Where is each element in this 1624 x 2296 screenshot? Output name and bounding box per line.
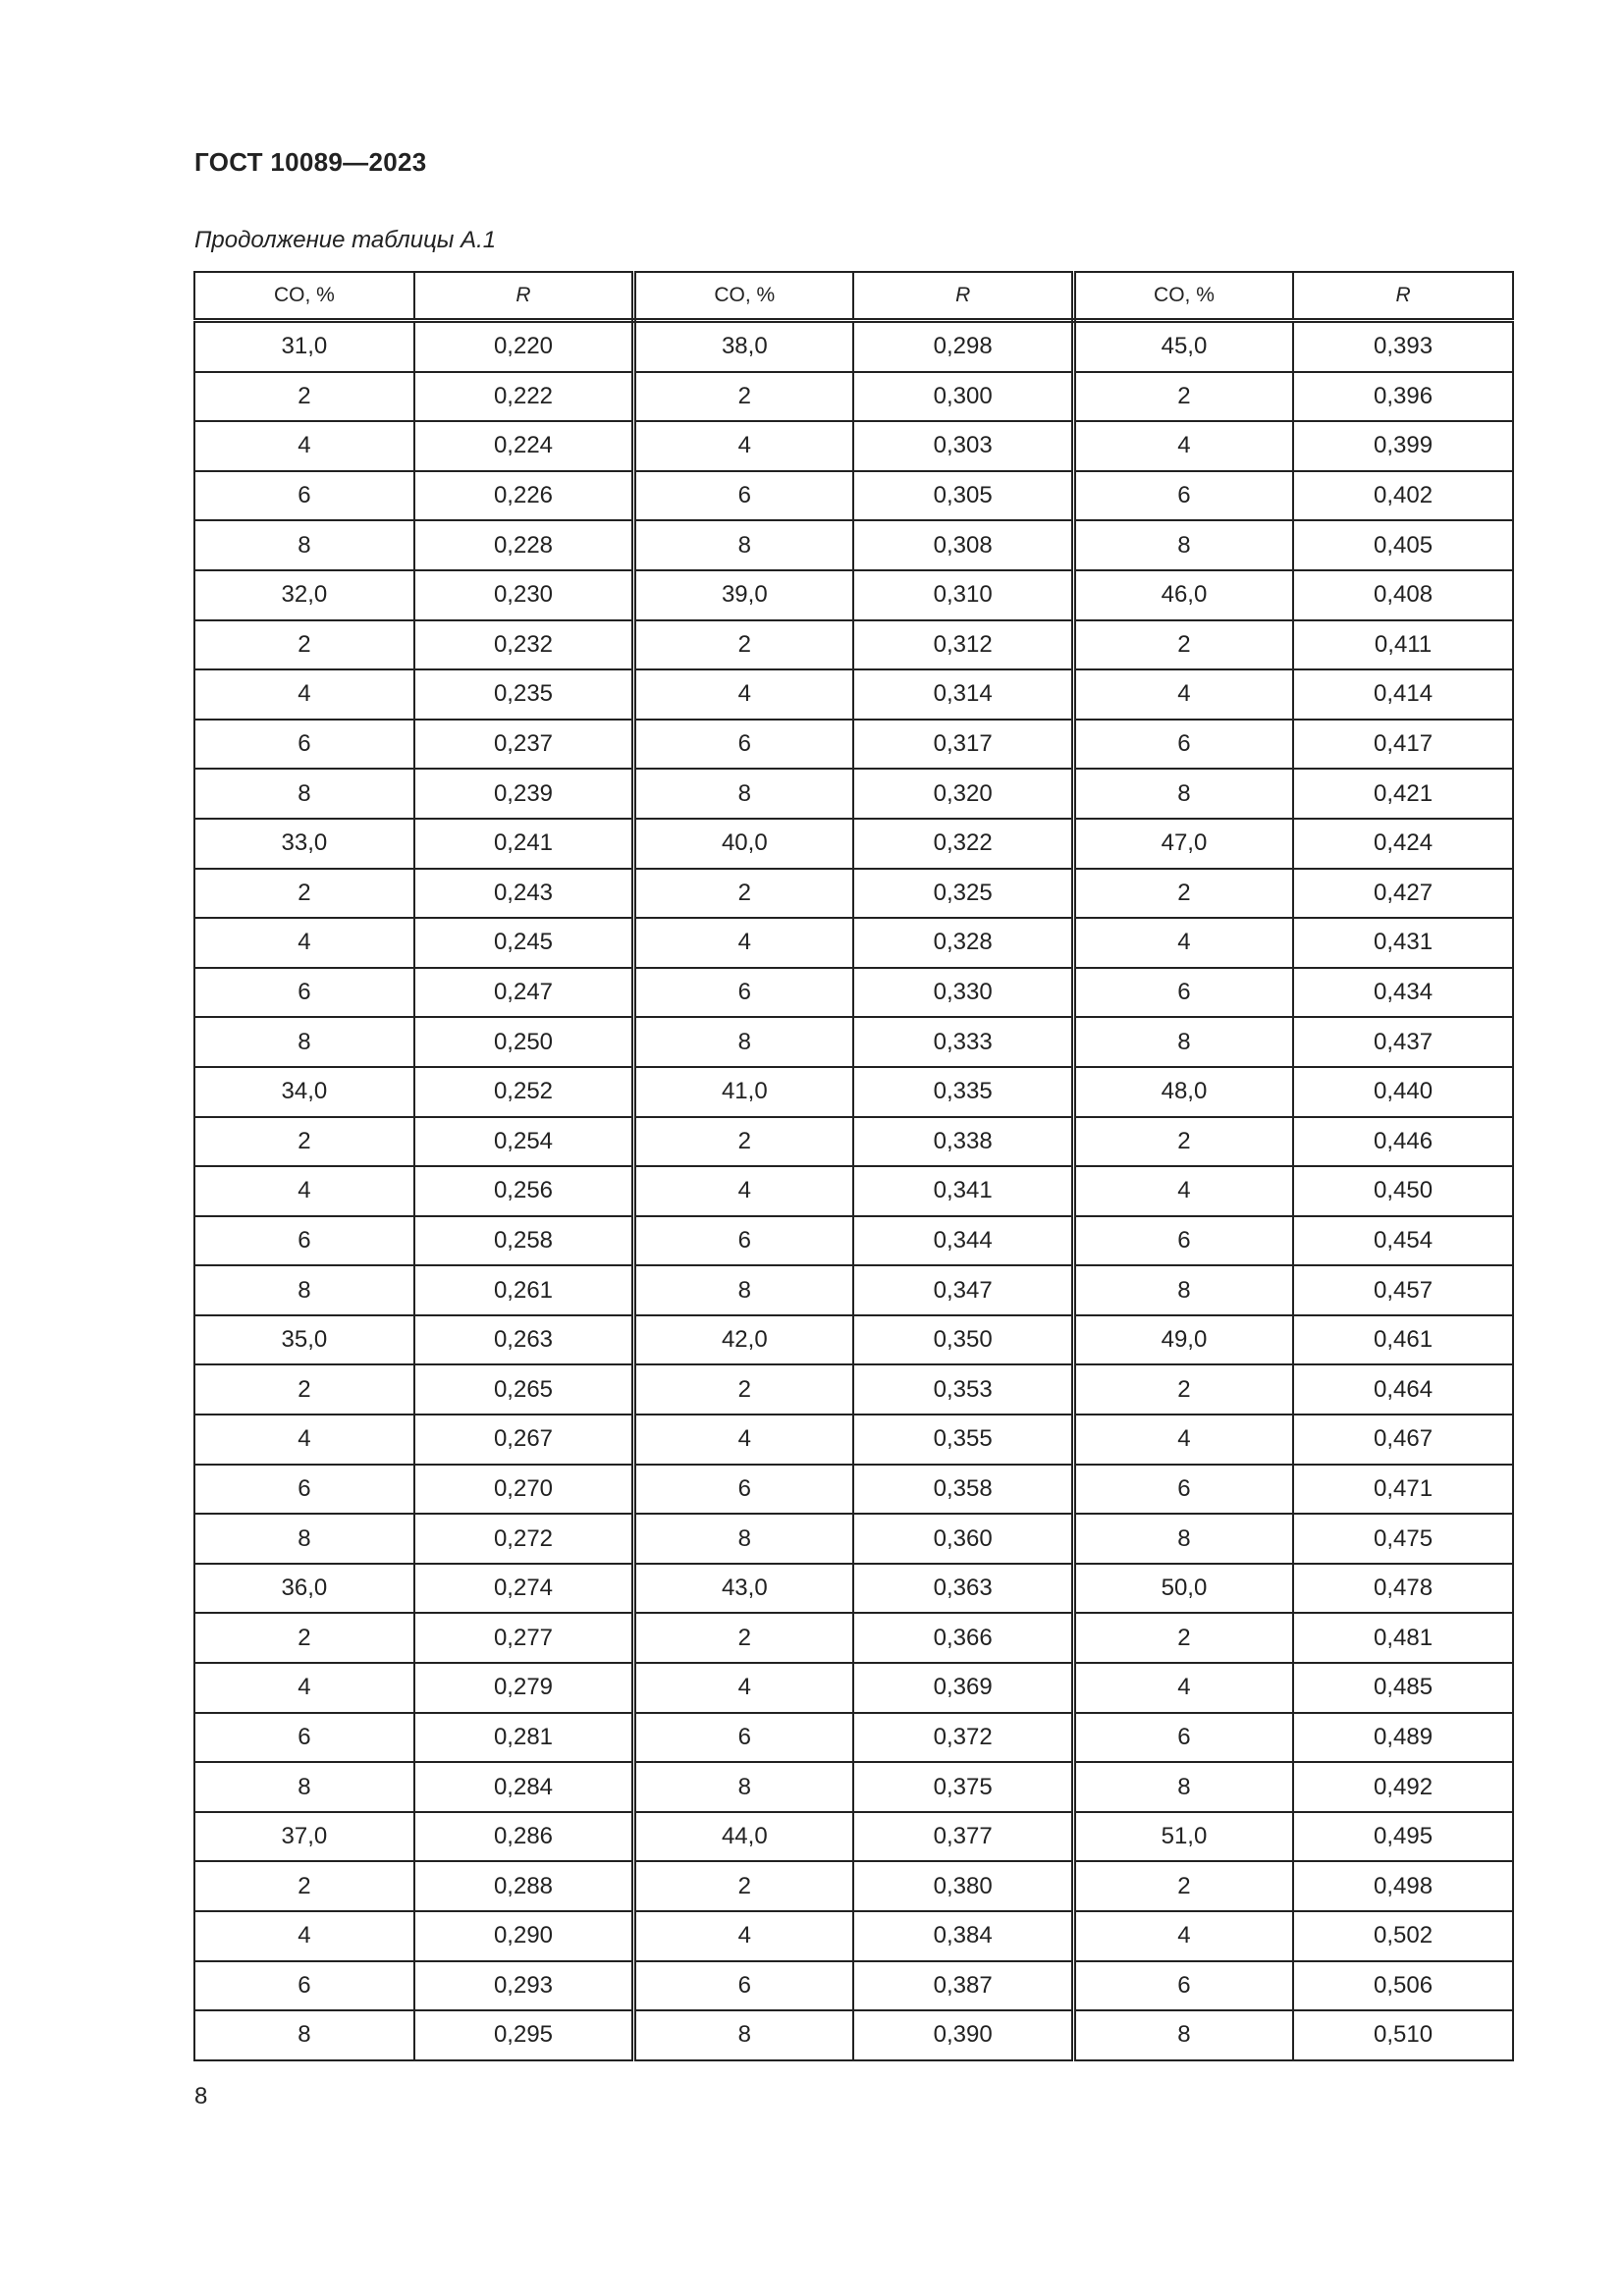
co-percent-cell: 4 [634,1166,854,1216]
co-percent-cell: 6 [634,1465,854,1515]
r-value-cell: 0,454 [1293,1216,1513,1266]
r-value-cell: 0,431 [1293,918,1513,968]
co-percent-cell: 2 [194,1364,414,1415]
co-percent-cell: 44,0 [634,1812,854,1862]
table-row [194,1861,1513,1911]
co-percent-cell: 8 [194,2010,414,2060]
r-value-cell: 0,384 [853,1911,1073,1961]
co-percent-cell: 36,0 [194,1564,414,1614]
co-percent-cell: 41,0 [634,1067,854,1117]
table-row [194,1415,1513,1465]
co-percent-cell: 8 [1073,2010,1293,2060]
co-percent-cell: 2 [634,869,854,919]
co-percent-cell: 8 [634,1265,854,1315]
r-value-cell: 0,399 [1293,421,1513,471]
r-value-cell: 0,328 [853,918,1073,968]
table-row [194,720,1513,770]
r-value-cell: 0,434 [1293,968,1513,1018]
r-value-cell: 0,350 [853,1315,1073,1365]
co-percent-cell: 6 [194,1216,414,1266]
co-percent-cell: 2 [634,1613,854,1663]
co-percent-cell: 42,0 [634,1315,854,1365]
r-value-cell: 0,228 [414,520,634,570]
co-percent-cell: 8 [634,520,854,570]
co-percent-cell: 4 [1073,1663,1293,1713]
r-value-cell: 0,478 [1293,1564,1513,1614]
r-value-cell: 0,424 [1293,819,1513,869]
co-percent-cell: 4 [1073,1166,1293,1216]
r-value-cell: 0,230 [414,570,634,620]
table-row [194,1663,1513,1713]
co-percent-cell: 2 [1073,372,1293,422]
co-percent-cell: 8 [1073,1265,1293,1315]
r-value-cell: 0,489 [1293,1713,1513,1763]
co-percent-cell: 2 [194,620,414,670]
r-value-cell: 0,272 [414,1514,634,1564]
r-value-cell: 0,295 [414,2010,634,2060]
r-value-cell: 0,467 [1293,1415,1513,1465]
table-row [194,918,1513,968]
co-percent-cell: 2 [194,372,414,422]
co-percent-cell: 8 [194,769,414,819]
r-value-cell: 0,375 [853,1762,1073,1812]
r-value-cell: 0,308 [853,520,1073,570]
co-percent-cell: 2 [1073,1364,1293,1415]
r-value-cell: 0,380 [853,1861,1073,1911]
table-row [194,421,1513,471]
r-value-cell: 0,333 [853,1017,1073,1067]
co-percent-cell: 32,0 [194,570,414,620]
r-value-cell: 0,300 [853,372,1073,422]
table-row [194,769,1513,819]
r-value-cell: 0,293 [414,1961,634,2011]
co-percent-cell: 6 [634,471,854,521]
co-percent-cell: 6 [1073,968,1293,1018]
r-value-cell: 0,239 [414,769,634,819]
table-row [194,570,1513,620]
r-value-cell: 0,402 [1293,471,1513,521]
co-percent-cell: 43,0 [634,1564,854,1614]
r-value-cell: 0,387 [853,1961,1073,2011]
r-value-cell: 0,232 [414,620,634,670]
r-value-cell: 0,344 [853,1216,1073,1266]
co-percent-cell: 4 [194,918,414,968]
co-percent-cell: 8 [194,1762,414,1812]
co-percent-cell: 8 [194,1514,414,1564]
r-value-cell: 0,325 [853,869,1073,919]
r-value-cell: 0,464 [1293,1364,1513,1415]
table-row [194,620,1513,670]
r-value-cell: 0,243 [414,869,634,919]
table-caption: Продолжение таблицы А.1 [194,227,497,253]
r-value-cell: 0,322 [853,819,1073,869]
column-header-co: CO, % [634,272,854,321]
page-number: 8 [194,2083,208,2109]
co-percent-cell: 8 [1073,1762,1293,1812]
r-value-cell: 0,290 [414,1911,634,1961]
co-percent-cell: 8 [194,520,414,570]
table-body [194,321,1513,2060]
r-value-cell: 0,347 [853,1265,1073,1315]
table-row [194,1911,1513,1961]
co-percent-cell: 2 [194,1861,414,1911]
co-percent-cell: 6 [634,720,854,770]
co-percent-cell: 4 [194,1166,414,1216]
r-value-cell: 0,475 [1293,1514,1513,1564]
co-percent-cell: 4 [634,1663,854,1713]
co-percent-cell: 4 [634,1911,854,1961]
co-percent-cell: 37,0 [194,1812,414,1862]
co-percent-cell: 47,0 [1073,819,1293,869]
r-value-cell: 0,258 [414,1216,634,1266]
table-row [194,1166,1513,1216]
r-value-cell: 0,341 [853,1166,1073,1216]
co-percent-cell: 4 [194,421,414,471]
r-value-cell: 0,226 [414,471,634,521]
co-percent-cell: 6 [634,1216,854,1266]
co-percent-cell: 8 [634,1762,854,1812]
r-value-cell: 0,363 [853,1564,1073,1614]
co-percent-cell: 6 [1073,471,1293,521]
r-value-cell: 0,267 [414,1415,634,1465]
r-value-cell: 0,353 [853,1364,1073,1415]
co-percent-cell: 4 [1073,421,1293,471]
column-header-r: R [853,272,1073,321]
co-percent-cell: 2 [194,1117,414,1167]
table-row [194,471,1513,521]
co-percent-cell: 2 [634,620,854,670]
r-value-cell: 0,261 [414,1265,634,1315]
r-value-cell: 0,495 [1293,1812,1513,1862]
co-percent-cell: 2 [1073,869,1293,919]
column-header-r: R [1293,272,1513,321]
table-row [194,669,1513,720]
column-header-r: R [414,272,634,321]
r-value-cell: 0,421 [1293,769,1513,819]
co-percent-cell: 4 [1073,1911,1293,1961]
co-percent-cell: 34,0 [194,1067,414,1117]
co-percent-cell: 6 [1073,1216,1293,1266]
co-percent-cell: 6 [1073,1465,1293,1515]
r-value-cell: 0,284 [414,1762,634,1812]
co-percent-cell: 4 [194,1663,414,1713]
r-value-cell: 0,360 [853,1514,1073,1564]
column-header-co: CO, % [1073,272,1293,321]
co-percent-cell: 4 [634,1415,854,1465]
r-value-cell: 0,498 [1293,1861,1513,1911]
r-value-cell: 0,355 [853,1415,1073,1465]
co-percent-cell: 45,0 [1073,321,1293,372]
table-row [194,1465,1513,1515]
r-value-cell: 0,256 [414,1166,634,1216]
table-row [194,1514,1513,1564]
co-percent-cell: 39,0 [634,570,854,620]
r-value-cell: 0,303 [853,421,1073,471]
table-row [194,968,1513,1018]
r-value-cell: 0,224 [414,421,634,471]
r-value-cell: 0,330 [853,968,1073,1018]
table-row [194,1564,1513,1614]
r-value-cell: 0,450 [1293,1166,1513,1216]
r-value-cell: 0,446 [1293,1117,1513,1167]
r-value-cell: 0,222 [414,372,634,422]
co-percent-cell: 2 [194,869,414,919]
r-value-cell: 0,274 [414,1564,634,1614]
r-value-cell: 0,310 [853,570,1073,620]
co-percent-cell: 6 [634,1713,854,1763]
r-value-cell: 0,461 [1293,1315,1513,1365]
table-row [194,321,1513,372]
co-percent-cell: 8 [1073,769,1293,819]
r-value-cell: 0,440 [1293,1067,1513,1117]
co-percent-cell: 6 [1073,1713,1293,1763]
co-percent-cell: 2 [1073,1117,1293,1167]
table-row [194,1613,1513,1663]
r-value-cell: 0,247 [414,968,634,1018]
r-value-cell: 0,241 [414,819,634,869]
table-row [194,819,1513,869]
co-percent-cell: 2 [1073,1613,1293,1663]
co-percent-cell: 4 [194,1415,414,1465]
r-value-cell: 0,237 [414,720,634,770]
r-value-cell: 0,485 [1293,1663,1513,1713]
r-value-cell: 0,390 [853,2010,1073,2060]
co-percent-cell: 6 [194,1465,414,1515]
co-percent-cell: 6 [194,1713,414,1763]
co-percent-cell: 4 [1073,1415,1293,1465]
table-row [194,869,1513,919]
r-value-cell: 0,492 [1293,1762,1513,1812]
co-percent-cell: 8 [634,769,854,819]
co-percent-cell: 6 [634,968,854,1018]
co-percent-cell: 4 [634,669,854,720]
co-percent-cell: 40,0 [634,819,854,869]
co-percent-cell: 4 [634,421,854,471]
r-value-cell: 0,312 [853,620,1073,670]
co-percent-cell: 35,0 [194,1315,414,1365]
r-value-cell: 0,250 [414,1017,634,1067]
r-value-cell: 0,286 [414,1812,634,1862]
table-row [194,1067,1513,1117]
r-value-cell: 0,405 [1293,520,1513,570]
r-value-cell: 0,252 [414,1067,634,1117]
co-percent-cell: 6 [194,471,414,521]
r-value-cell: 0,502 [1293,1911,1513,1961]
table-header-row [194,272,1513,321]
co-percent-cell: 31,0 [194,321,414,372]
r-value-cell: 0,220 [414,321,634,372]
r-value-cell: 0,437 [1293,1017,1513,1067]
r-value-cell: 0,317 [853,720,1073,770]
co-percent-cell: 2 [634,1861,854,1911]
table-row [194,1961,1513,2011]
r-value-cell: 0,366 [853,1613,1073,1663]
co-percent-cell: 2 [634,1117,854,1167]
r-value-cell: 0,393 [1293,321,1513,372]
r-value-cell: 0,417 [1293,720,1513,770]
co-percent-cell: 6 [194,1961,414,2011]
r-value-cell: 0,457 [1293,1265,1513,1315]
r-value-cell: 0,369 [853,1663,1073,1713]
table-row [194,2010,1513,2060]
r-value-cell: 0,414 [1293,669,1513,720]
r-value-cell: 0,396 [1293,372,1513,422]
co-percent-cell: 8 [634,1017,854,1067]
co-percent-cell: 50,0 [1073,1564,1293,1614]
co-percent-cell: 49,0 [1073,1315,1293,1365]
r-value-cell: 0,298 [853,321,1073,372]
co-percent-cell: 8 [1073,1514,1293,1564]
co-percent-cell: 4 [1073,918,1293,968]
r-value-cell: 0,506 [1293,1961,1513,2011]
r-value-cell: 0,254 [414,1117,634,1167]
co-percent-cell: 6 [634,1961,854,2011]
table-row [194,1017,1513,1067]
table-row [194,1762,1513,1812]
co-percent-cell: 6 [194,968,414,1018]
co-percent-cell: 8 [634,2010,854,2060]
r-value-cell: 0,281 [414,1713,634,1763]
table-row [194,1265,1513,1315]
table-row [194,1812,1513,1862]
co-percent-cell: 6 [1073,720,1293,770]
co-percent-cell: 2 [1073,620,1293,670]
co-percent-cell: 2 [194,1613,414,1663]
r-value-cell: 0,411 [1293,620,1513,670]
column-header-co: CO, % [194,272,414,321]
data-table [193,271,1514,2061]
co-percent-cell: 38,0 [634,321,854,372]
document-header: ГОСТ 10089—2023 [194,147,427,177]
co-percent-cell: 46,0 [1073,570,1293,620]
table-row [194,1117,1513,1167]
r-value-cell: 0,265 [414,1364,634,1415]
r-value-cell: 0,277 [414,1613,634,1663]
co-percent-cell: 8 [194,1017,414,1067]
r-value-cell: 0,245 [414,918,634,968]
r-value-cell: 0,481 [1293,1613,1513,1663]
r-value-cell: 0,471 [1293,1465,1513,1515]
co-percent-cell: 2 [1073,1861,1293,1911]
r-value-cell: 0,263 [414,1315,634,1365]
r-value-cell: 0,288 [414,1861,634,1911]
co-percent-cell: 4 [1073,669,1293,720]
co-percent-cell: 8 [1073,1017,1293,1067]
table-row [194,1713,1513,1763]
table-row [194,372,1513,422]
co-percent-cell: 8 [634,1514,854,1564]
r-value-cell: 0,279 [414,1663,634,1713]
r-value-cell: 0,305 [853,471,1073,521]
table-row [194,1364,1513,1415]
table-row [194,1315,1513,1365]
r-value-cell: 0,235 [414,669,634,720]
r-value-cell: 0,338 [853,1117,1073,1167]
co-percent-cell: 4 [194,1911,414,1961]
r-value-cell: 0,335 [853,1067,1073,1117]
r-value-cell: 0,510 [1293,2010,1513,2060]
r-value-cell: 0,270 [414,1465,634,1515]
co-percent-cell: 4 [634,918,854,968]
co-percent-cell: 4 [194,669,414,720]
co-percent-cell: 33,0 [194,819,414,869]
r-value-cell: 0,358 [853,1465,1073,1515]
r-value-cell: 0,372 [853,1713,1073,1763]
r-value-cell: 0,427 [1293,869,1513,919]
co-percent-cell: 48,0 [1073,1067,1293,1117]
co-percent-cell: 6 [1073,1961,1293,2011]
co-percent-cell: 51,0 [1073,1812,1293,1862]
co-percent-cell: 8 [1073,520,1293,570]
co-percent-cell: 2 [634,1364,854,1415]
table-row [194,1216,1513,1266]
co-percent-cell: 6 [194,720,414,770]
r-value-cell: 0,314 [853,669,1073,720]
co-percent-cell: 2 [634,372,854,422]
table-row [194,520,1513,570]
r-value-cell: 0,377 [853,1812,1073,1862]
r-value-cell: 0,408 [1293,570,1513,620]
co-percent-cell: 8 [194,1265,414,1315]
r-value-cell: 0,320 [853,769,1073,819]
